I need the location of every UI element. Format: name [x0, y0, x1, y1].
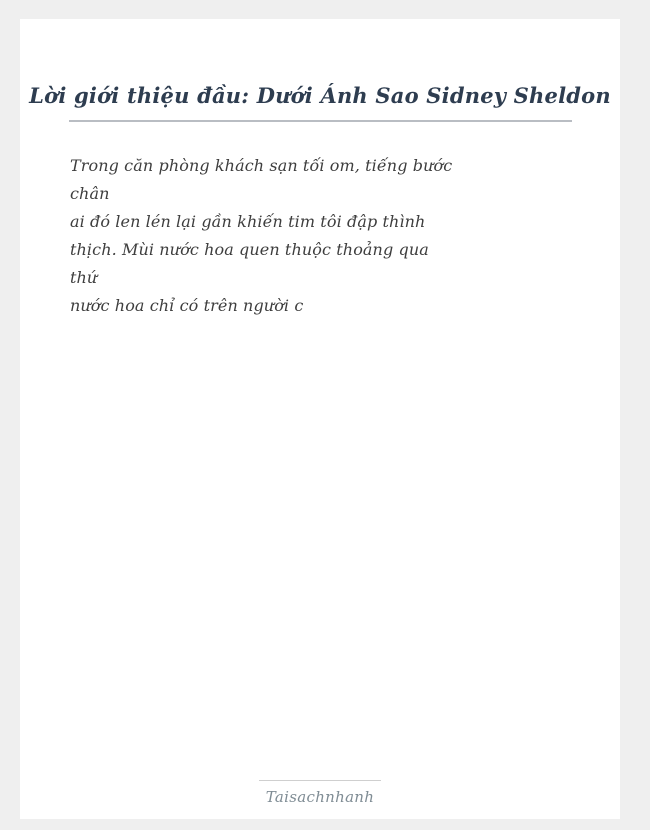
- footer-divider: [259, 780, 381, 781]
- text-line: thứ: [70, 268, 98, 287]
- page-title: Lời giới thiệu đầu: Dưới Ánh Sao Sidney Sheldon: [29, 83, 611, 108]
- text-line: thịch. Mùi nước hoa quen thuộc thoảng qua: [70, 240, 429, 259]
- document-page: [20, 19, 620, 819]
- text-line: Trong căn phòng khách sạn tối om, tiếng bước: [70, 156, 453, 175]
- text-line: chân: [70, 184, 110, 203]
- chapter-text: [20, 152, 620, 320]
- text-line: ai đó len lén lại gần khiến tim tôi đập thình: [70, 212, 426, 231]
- site-name: Taisachnhanh: [265, 788, 375, 806]
- text-line: nước hoa chỉ có trên người c: [70, 296, 304, 315]
- page-footer: [20, 780, 620, 806]
- title-divider: [69, 120, 572, 122]
